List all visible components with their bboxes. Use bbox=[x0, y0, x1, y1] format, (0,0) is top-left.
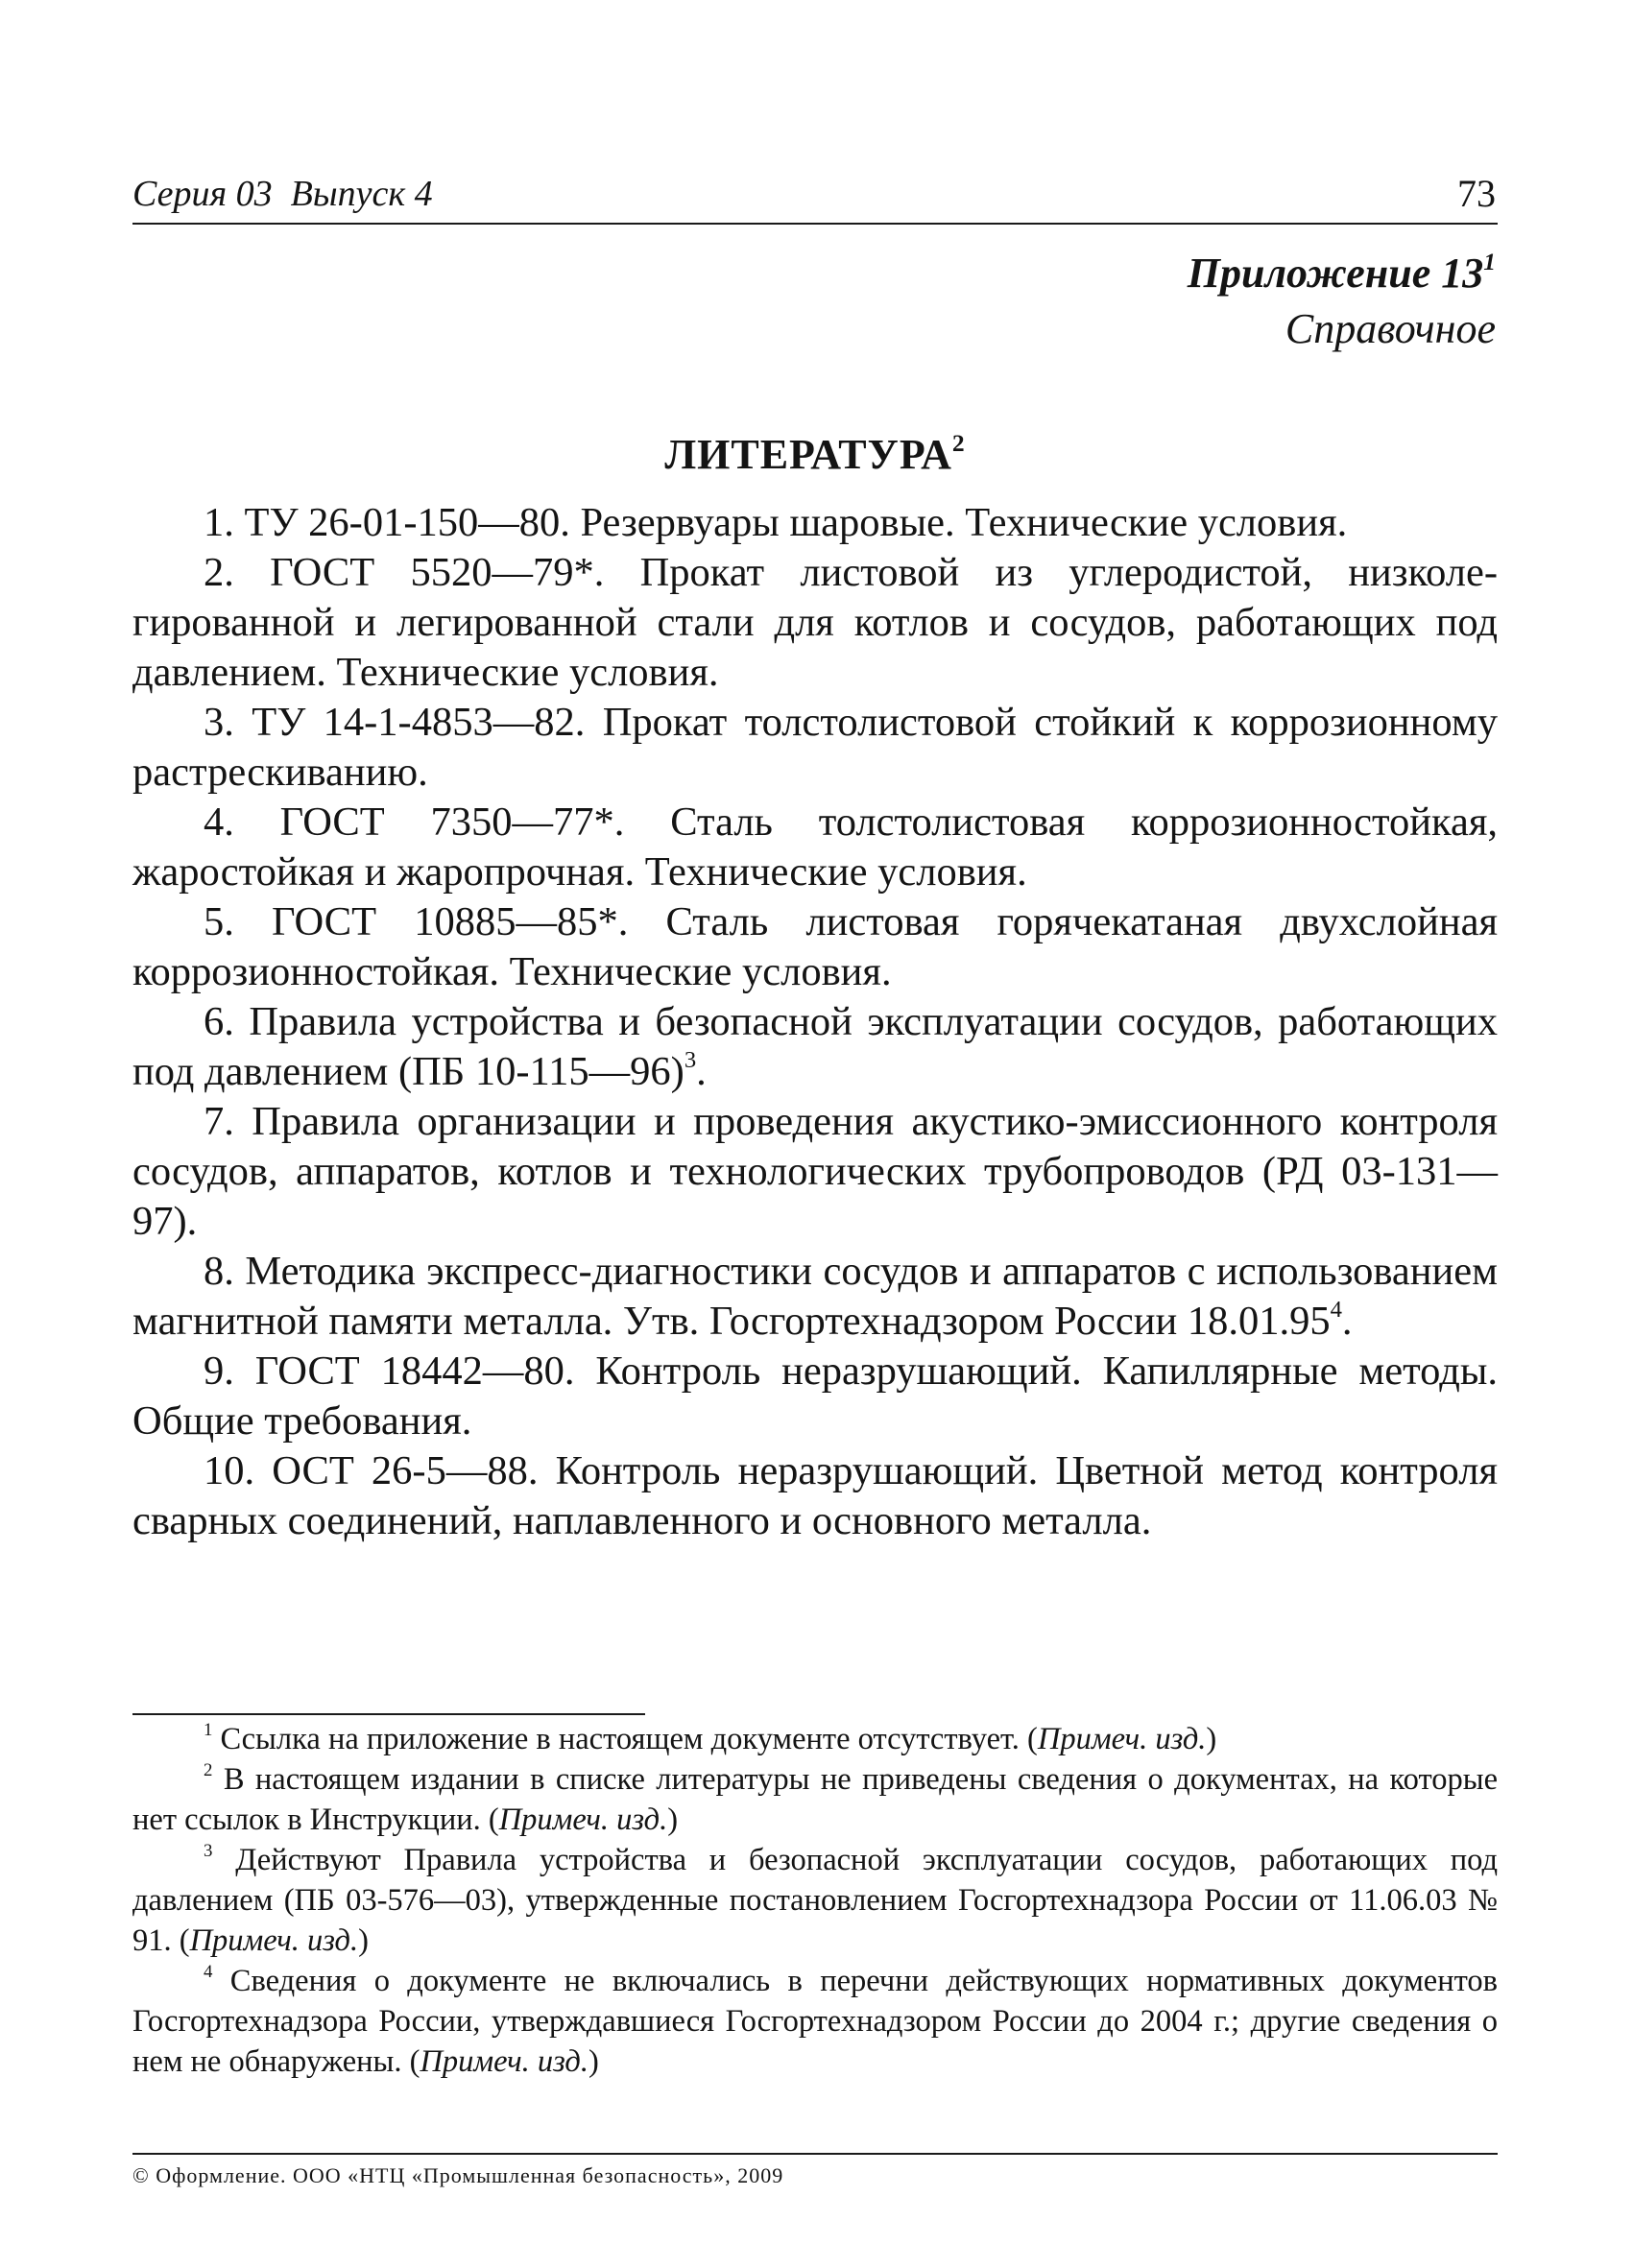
publisher-note: Примеч. изд. bbox=[420, 2044, 588, 2079]
footnote-mark: 2 bbox=[204, 1760, 213, 1781]
reference-item: 2. ГОСТ 5520—79*. Прокат листовой из углеродистой, низколегированной и легированной стали для котлов и сосудов, работающих под давлением. Технические условия. bbox=[132, 550, 1498, 695]
reference-item: 3. ТУ 14-1-4853—82. Прокат толстолистовой стойкий к коррозионному растрескиванию. bbox=[132, 700, 1498, 795]
appendix-heading bbox=[1188, 248, 1496, 355]
series-label: Серия 03 Выпуск 4 bbox=[132, 174, 433, 214]
footnote-ref: 2 bbox=[951, 428, 966, 457]
footnote-list bbox=[132, 1719, 1498, 2082]
copyright-line: © Оформление. ООО «НТЦ «Промышленная безопасность», 2009 bbox=[132, 2163, 784, 2187]
footnote: $^1$ Ссылка на приложение в настоящем документе отсутствует. (Примеч. изд.) bbox=[204, 1720, 1217, 1756]
footnote-ref: 1 bbox=[1483, 247, 1496, 275]
reference-item: 1. ТУ 26-01-150—80. Резервуары шаровые. Технические условия. bbox=[204, 500, 1348, 545]
appendix-title: Приложение $13^1$ bbox=[1187, 247, 1496, 297]
reference-item: 9. ГОСТ 18442—80. Контроль неразрушающий. Капиллярные методы. Общие требования. bbox=[132, 1349, 1498, 1444]
copyright-separator bbox=[132, 2153, 1498, 2155]
header-rule bbox=[132, 223, 1498, 225]
running-header bbox=[132, 165, 1498, 225]
footnote-ref: 3 bbox=[684, 1047, 697, 1074]
reference-item: 6. Правила устройства и безопасной эксплуатации сосудов, работающих под давлением (ПБ 10-115—96)$^3$. bbox=[132, 999, 1498, 1094]
footnote: $^3$ Действуют Правила устройства и безопасной эксплуатации сосудов, работающих под давлением (ПБ 03-576—03), утвержденные постановлением Госгортехнадзора России от 11.06.03 № 91. (Примеч. изд.) bbox=[132, 1841, 1498, 1958]
footnote: $^4$ Сведения о документе не включались в перечни действующих нормативных документов Госгортехнадзора России, утверждавшиеся Госгортехнадзором России до 2004 г.; другие сведения о нем не обнаружены. (Примеч. изд.) bbox=[132, 1962, 1498, 2079]
reference-list bbox=[132, 498, 1498, 1546]
page-number: 73 bbox=[1457, 172, 1496, 215]
reference-item: 7. Правила организации и проведения акустико-эмиссионного контроля сосудов, аппаратов, котлов и технологических трубопроводов (РД 03-131—97). bbox=[132, 1099, 1498, 1244]
publisher-note: Примеч. изд. bbox=[1037, 1722, 1207, 1756]
footnote-ref: 4 bbox=[1330, 1297, 1342, 1324]
footnote-mark: 3 bbox=[204, 1841, 213, 1862]
footnote: $^2$ В настоящем издании в списке литературы не приведены сведения о документах, на которые нет ссылок в Инструкции. (Примеч. изд.) bbox=[132, 1760, 1498, 1837]
reference-item: 5. ГОСТ 10885—85*. Сталь листовая горячекатаная двухслойная коррозионностойкая. Технические условия. bbox=[132, 899, 1498, 994]
appendix-subtitle: Справочное bbox=[1285, 305, 1496, 352]
reference-item: 4. ГОСТ 7350—77*. Сталь толстолистовая коррозионностойкая, жаростойкая и жаропрочная. Технические условия. bbox=[132, 800, 1498, 895]
section-title: ЛИТЕРАТУРА$^2$ bbox=[664, 428, 966, 478]
footnote-mark: 1 bbox=[204, 1720, 213, 1741]
publisher-note: Примеч. изд. bbox=[498, 1802, 668, 1837]
reference-item: 8. Методика экспресс-диагностики сосудов и аппаратов с использованием магнитной памяти металла. Утв. Госгортехнадзором России 18.01.95$^4$. bbox=[132, 1249, 1498, 1344]
publisher-note: Примеч. изд. bbox=[189, 1923, 359, 1958]
footnote-separator bbox=[132, 1713, 645, 1715]
footnote-mark: 4 bbox=[204, 1962, 213, 1983]
reference-item: 10. ОСТ 26-5—88. Контроль неразрушающий. Цветной метод контроля сварных соединений, наплавленного и основного металла. bbox=[132, 1448, 1498, 1543]
